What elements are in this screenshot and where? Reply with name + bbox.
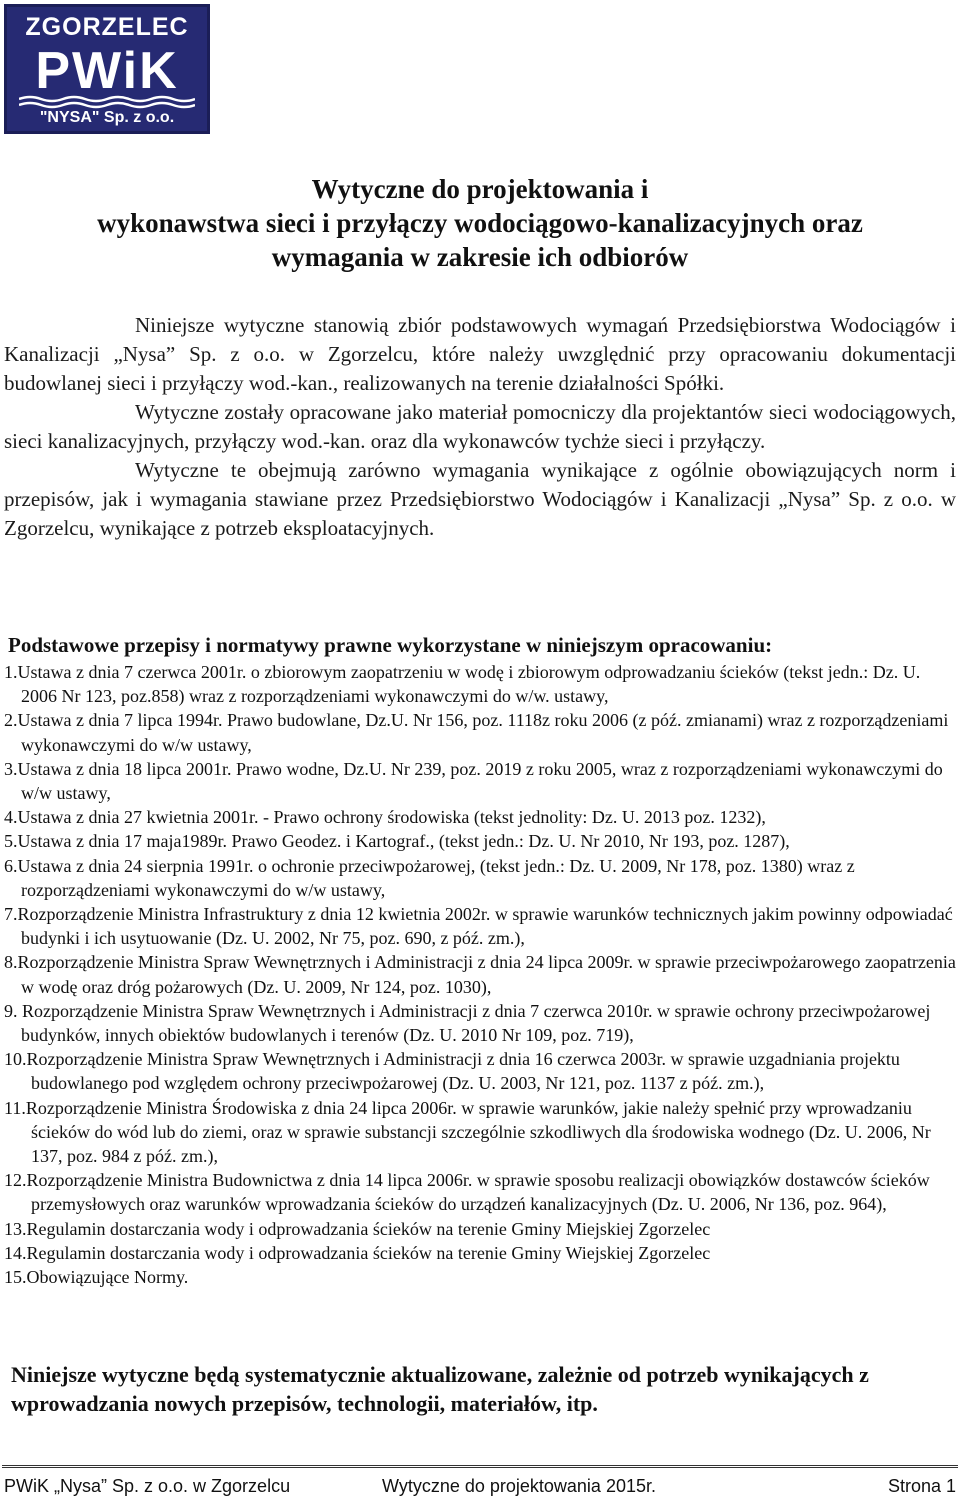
list-item: 8.Rozporządzenie Ministra Spraw Wewnętrznych i Administracji z dnia 24 lipca 2009r. w sprawie przeciwpożarowego zaopatrzenia w wodę oraz dróg pożarowych (Dz. U. 2009, Nr 124, poz. 1030),	[4, 952, 956, 997]
document-title	[0, 172, 960, 274]
list-item: 9. Rozporządzenie Ministra Spraw Wewnętrznych i Administracji z dnia 7 czerwca 2010r. w sprawie ochrony przeciwpożarowej budynków, innych obiektów budowlanych i terenów (Dz. U. 2010 Nr 109, poz. 719),	[4, 1000, 931, 1046]
page-footer	[4, 1474, 956, 1498]
closing-note: Niniejsze wytyczne będą systematycznie aktualizowane, zależnie od potrzeb wynikających z wprowadzania nowych przepisów, technologii, materiałów, itp.	[11, 1362, 869, 1416]
intro-paragraph: Wytyczne te obejmują zarówno wymagania wynikające z ogólnie obowiązujących norm i przepisów, jak i wymagania stawiane przez Przedsiębiorstwo Wodociągów i Kanalizacji „Nysa” Sp. z o.o. w Zgorzelcu, wynikające z potrzeb eksploatacyjnych.	[4, 458, 956, 540]
title-line-1: Wytyczne do projektowania i	[311, 174, 649, 204]
intro-section	[4, 311, 956, 543]
title-line-2: wykonawstwa sieci i przyłączy wodociągowo-kanalizacyjnych oraz	[97, 208, 863, 238]
list-item: 5.Ustawa z dnia 17 maja1989r. Prawo Geodez. i Kartograf., (tekst jedn.: Dz. U. Nr 2010, Nr 193, poz. 1287),	[4, 831, 790, 852]
list-item: 4.Ustawa z dnia 27 kwietnia 2001r. - Prawo ochrony środowiska (tekst jednolity: Dz. U. 2013 poz. 1232),	[4, 807, 766, 828]
list-item: 15.Obowiązujące Normy.	[4, 1267, 189, 1288]
list-item: 3.Ustawa z dnia 18 lipca 2001r. Prawo wodne, Dz.U. Nr 239, poz. 2019 z roku 2005, wraz z rozporządzeniami wykonawczymi do w/w ustawy,	[4, 758, 943, 804]
list-item: 7.Rozporządzenie Ministra Infrastruktury z dnia 12 kwietnia 2002r. w sprawie warunków technicznych jakim powinny odpowiadać budynki i ich usytuowanie (Dz. U. 2002, Nr 75, poz. 690, z póź. zm.),	[4, 904, 953, 949]
regulations-heading: Podstawowe przepisy i normatywy prawne wykorzystane w niniejszym opracowaniu:	[8, 633, 773, 657]
logo-main-text: PWiK	[35, 42, 179, 100]
logo-bottom-text: "NYSA" Sp. z o.o.	[39, 109, 175, 126]
regulations-list	[4, 660, 956, 1289]
list-item: 12.Rozporządzenie Ministra Budownictwa z dnia 14 lipca 2006r. w sprawie sposobu realizacji obowiązków dostawców ścieków przemysłowych oraz warunków wprowadzania ścieków do urządzeń kanalizacyjnych (Dz. U. 2006, Nr 136, poz. 964),	[4, 1170, 930, 1215]
intro-paragraph: Niniejsze wytyczne stanowią zbiór podstawowych wymagań Przedsiębiorstwa Wodociągów i Kanalizacji „Nysa” Sp. z o.o. w Zgorzelcu, które należy uwzględnić przy opracowaniu dokumentacji budowlanej sieci i przyłączy wod.-kan., realizowanych na terenie działalności Spółki.	[4, 313, 956, 395]
logo-waves-icon	[19, 95, 195, 109]
list-item: 2.Ustawa z dnia 7 lipca 1994r. Prawo budowlane, Dz.U. Nr 156, poz. 1118z roku 2006 (z póź. zmianami) wraz z rozporządzeniami wykonawczymi do w/w ustawy,	[4, 710, 949, 755]
company-logo	[4, 4, 210, 134]
list-item: 13.Regulamin dostarczania wody i odprowadzania ścieków na terenie Gminy Miejskiej Zgorzelec	[4, 1218, 711, 1239]
list-item: 11.Rozporządzenie Ministra Środowiska z dnia 24 lipca 2006r. w sprawie warunków, jakie należy spełnić przy wprowadzaniu ścieków do wód lub do ziemi, oraz w sprawie substancji szczególnie szkodliwych dla środowiska wodnego (Dz. U. 2006, Nr 137, poz. 984 z póź. zm.),	[4, 1097, 931, 1167]
intro-paragraph: Wytyczne zostały opracowane jako materiał pomocniczy dla projektantów sieci wodociągowych, sieci kanalizacyjnych, przyłączy wod.-kan. oraz dla wykonawców tychże sieci i przyłączy.	[4, 400, 956, 453]
list-item: 6.Ustawa z dnia 24 sierpnia 1991r. o ochronie przeciwpożarowej, (tekst jedn.: Dz. U. 2009, Nr 178, poz. 1380) wraz z rozporządzeniami wykonawczymi do w/w ustawy,	[4, 855, 855, 900]
list-item: 10.Rozporządzenie Ministra Spraw Wewnętrznych i Administracji z dnia 16 czerwca 2003r. w sprawie uzgadniania projektu budowlanego pod względem ochrony przeciwpożarowej (Dz. U. 2003, Nr 121, poz. 1137 z póź. zm.),	[4, 1049, 900, 1094]
list-item: 14.Regulamin dostarczania wody i odprowadzania ścieków na terenie Gminy Wiejskiej Zgorzelec	[4, 1242, 711, 1263]
title-line-3: wymagania w zakresie ich odbiorów	[271, 242, 689, 272]
list-item: 1.Ustawa z dnia 7 czerwca 2001r. o zbiorowym zaopatrzeniu w wodę i zbiorowym odprowadzaniu ścieków (tekst jedn.: Dz. U. 2006 Nr 123, poz.858) wraz z rozporządzeniami wykonawczymi do w/w. ustawy,	[4, 662, 921, 707]
footer-document-name: Wytyczne do projektowania 2015r.	[382, 1476, 656, 1496]
logo-top-text: ZGORZELEC	[25, 13, 189, 41]
footer-company: PWiK „Nysa” Sp. z o.o. w Zgorzelcu	[4, 1476, 291, 1496]
footer-divider	[2, 1465, 958, 1468]
footer-page-number: Strona 1	[887, 1476, 956, 1496]
